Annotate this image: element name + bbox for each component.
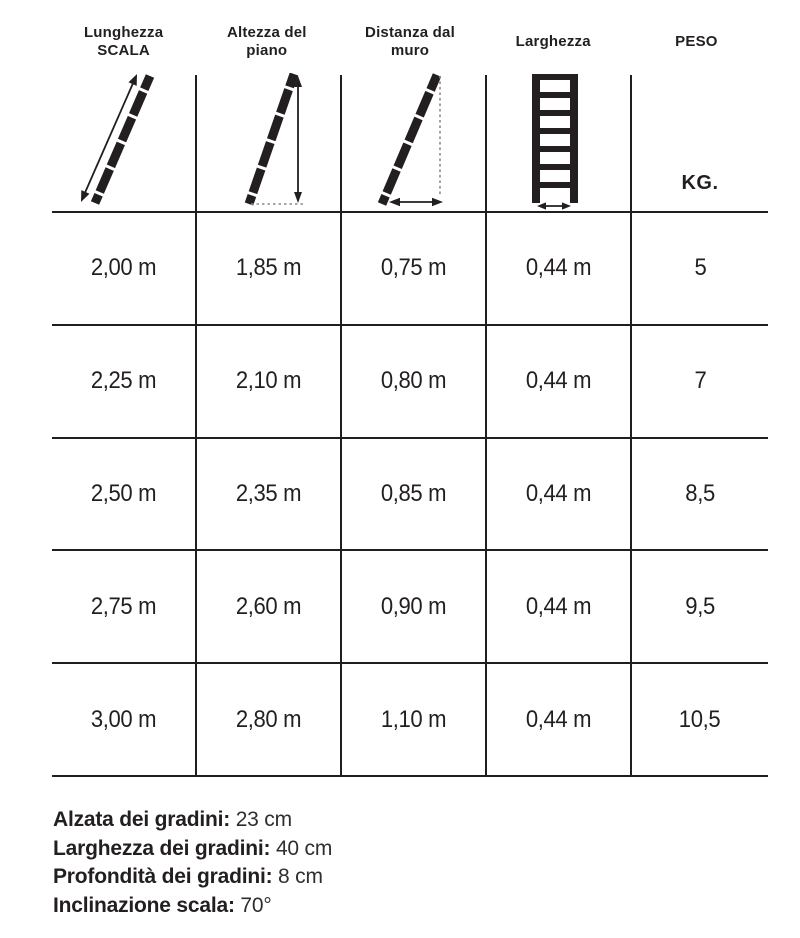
spec-value: 23 cm [235,808,292,831]
cell-value: 2,25 m [90,367,157,395]
cell-larghezza-r4 [487,551,632,664]
spec-label: Inclinazione scala: [53,893,235,917]
cell-value: 0,44 m [525,592,592,620]
wall-distance-icon [342,73,485,211]
cell-larghezza-r5 [487,664,632,777]
cell-lunghezza-r5 [52,664,197,777]
cell-value: 2,10 m [235,367,302,395]
kg-unit-label: KG. [632,75,768,213]
spec-profondita [53,863,332,892]
header-distanza-muro [338,20,481,64]
cell-value: 0,44 m [525,479,592,507]
cell-value: 0,44 m [525,254,592,282]
cell-value: 2,35 m [235,479,302,507]
cell-value: 0,44 m [525,705,592,733]
ladder-front-width-icon [487,73,630,211]
cell-value: 2,60 m [235,592,302,620]
header-line: muro [390,42,430,59]
header-line: SCALA [97,42,150,59]
header-line: Lunghezza [83,24,164,41]
cell-value: 2,80 m [235,705,302,733]
cell-lunghezza-r1 [52,213,197,326]
cell-value: 8,5 [685,479,715,507]
cell-value: 9,5 [685,592,715,620]
spec-larghezza-gradini [53,835,332,864]
cell-value: 7 [694,367,706,395]
cell-peso-r3 [632,439,768,552]
header-peso [625,20,768,64]
cell-value: 0,85 m [380,479,447,507]
icon-cell-length [52,75,197,213]
header-lunghezza-scala [52,20,195,64]
cell-altezza-r2 [197,326,342,439]
cell-value: 0,90 m [380,592,447,620]
cell-distanza-r2 [342,326,487,439]
cell-value: 2,50 m [90,479,157,507]
cell-value: 1,85 m [235,254,302,282]
spec-label: Larghezza dei gradini: [53,836,271,860]
header-line: Altezza del [226,24,307,41]
cell-value: 0,44 m [525,367,592,395]
header-line: piano [246,42,288,59]
cell-distanza-r4 [342,551,487,664]
spec-value: 70° [240,893,272,917]
cell-altezza-r4 [197,551,342,664]
cell-peso-r2 [632,326,768,439]
spec-table [52,75,768,777]
cell-altezza-r3 [197,439,342,552]
cell-peso-r5 [632,664,768,777]
spec-alzata [53,806,332,835]
ladder-length-icon [52,73,195,211]
header-line: Distanza dal [365,24,455,41]
spec-value: 40 cm [275,836,333,860]
cell-larghezza-r2 [487,326,632,439]
cell-value: 2,75 m [90,592,157,620]
header-line: Larghezza [515,33,591,50]
icon-cell-height [197,75,342,213]
cell-value: 2,00 m [90,254,157,282]
header-larghezza [482,20,625,64]
cell-peso-r1 [632,213,768,326]
spec-label: Alzata dei gradini: [53,808,231,831]
header-altezza-piano [195,20,338,64]
header-line: PESO [675,33,718,50]
cell-lunghezza-r4 [52,551,197,664]
cell-value: 5 [694,254,706,282]
cell-distanza-r5 [342,664,487,777]
cell-value: 1,10 m [380,705,447,733]
spec-inclinazione [53,892,332,921]
icon-cell-width [487,75,632,213]
icon-cell-distance [342,75,487,213]
cell-larghezza-r1 [487,213,632,326]
step-specs-list [53,806,332,920]
cell-distanza-r1 [342,213,487,326]
cell-value: 0,80 m [380,367,447,395]
spec-label: Profondità dei gradini: [53,865,273,888]
cell-peso-r4 [632,551,768,664]
cell-altezza-r5 [197,664,342,777]
cell-distanza-r3 [342,439,487,552]
cell-altezza-r1 [197,213,342,326]
cell-value: 10,5 [679,705,721,733]
cell-lunghezza-r2 [52,326,197,439]
cell-lunghezza-r3 [52,439,197,552]
spec-value: 8 cm [278,865,323,888]
cell-larghezza-r3 [487,439,632,552]
column-headers [52,20,768,64]
cell-value: 0,75 m [380,254,447,282]
platform-height-icon [197,73,340,211]
cell-value: 3,00 m [90,705,157,733]
